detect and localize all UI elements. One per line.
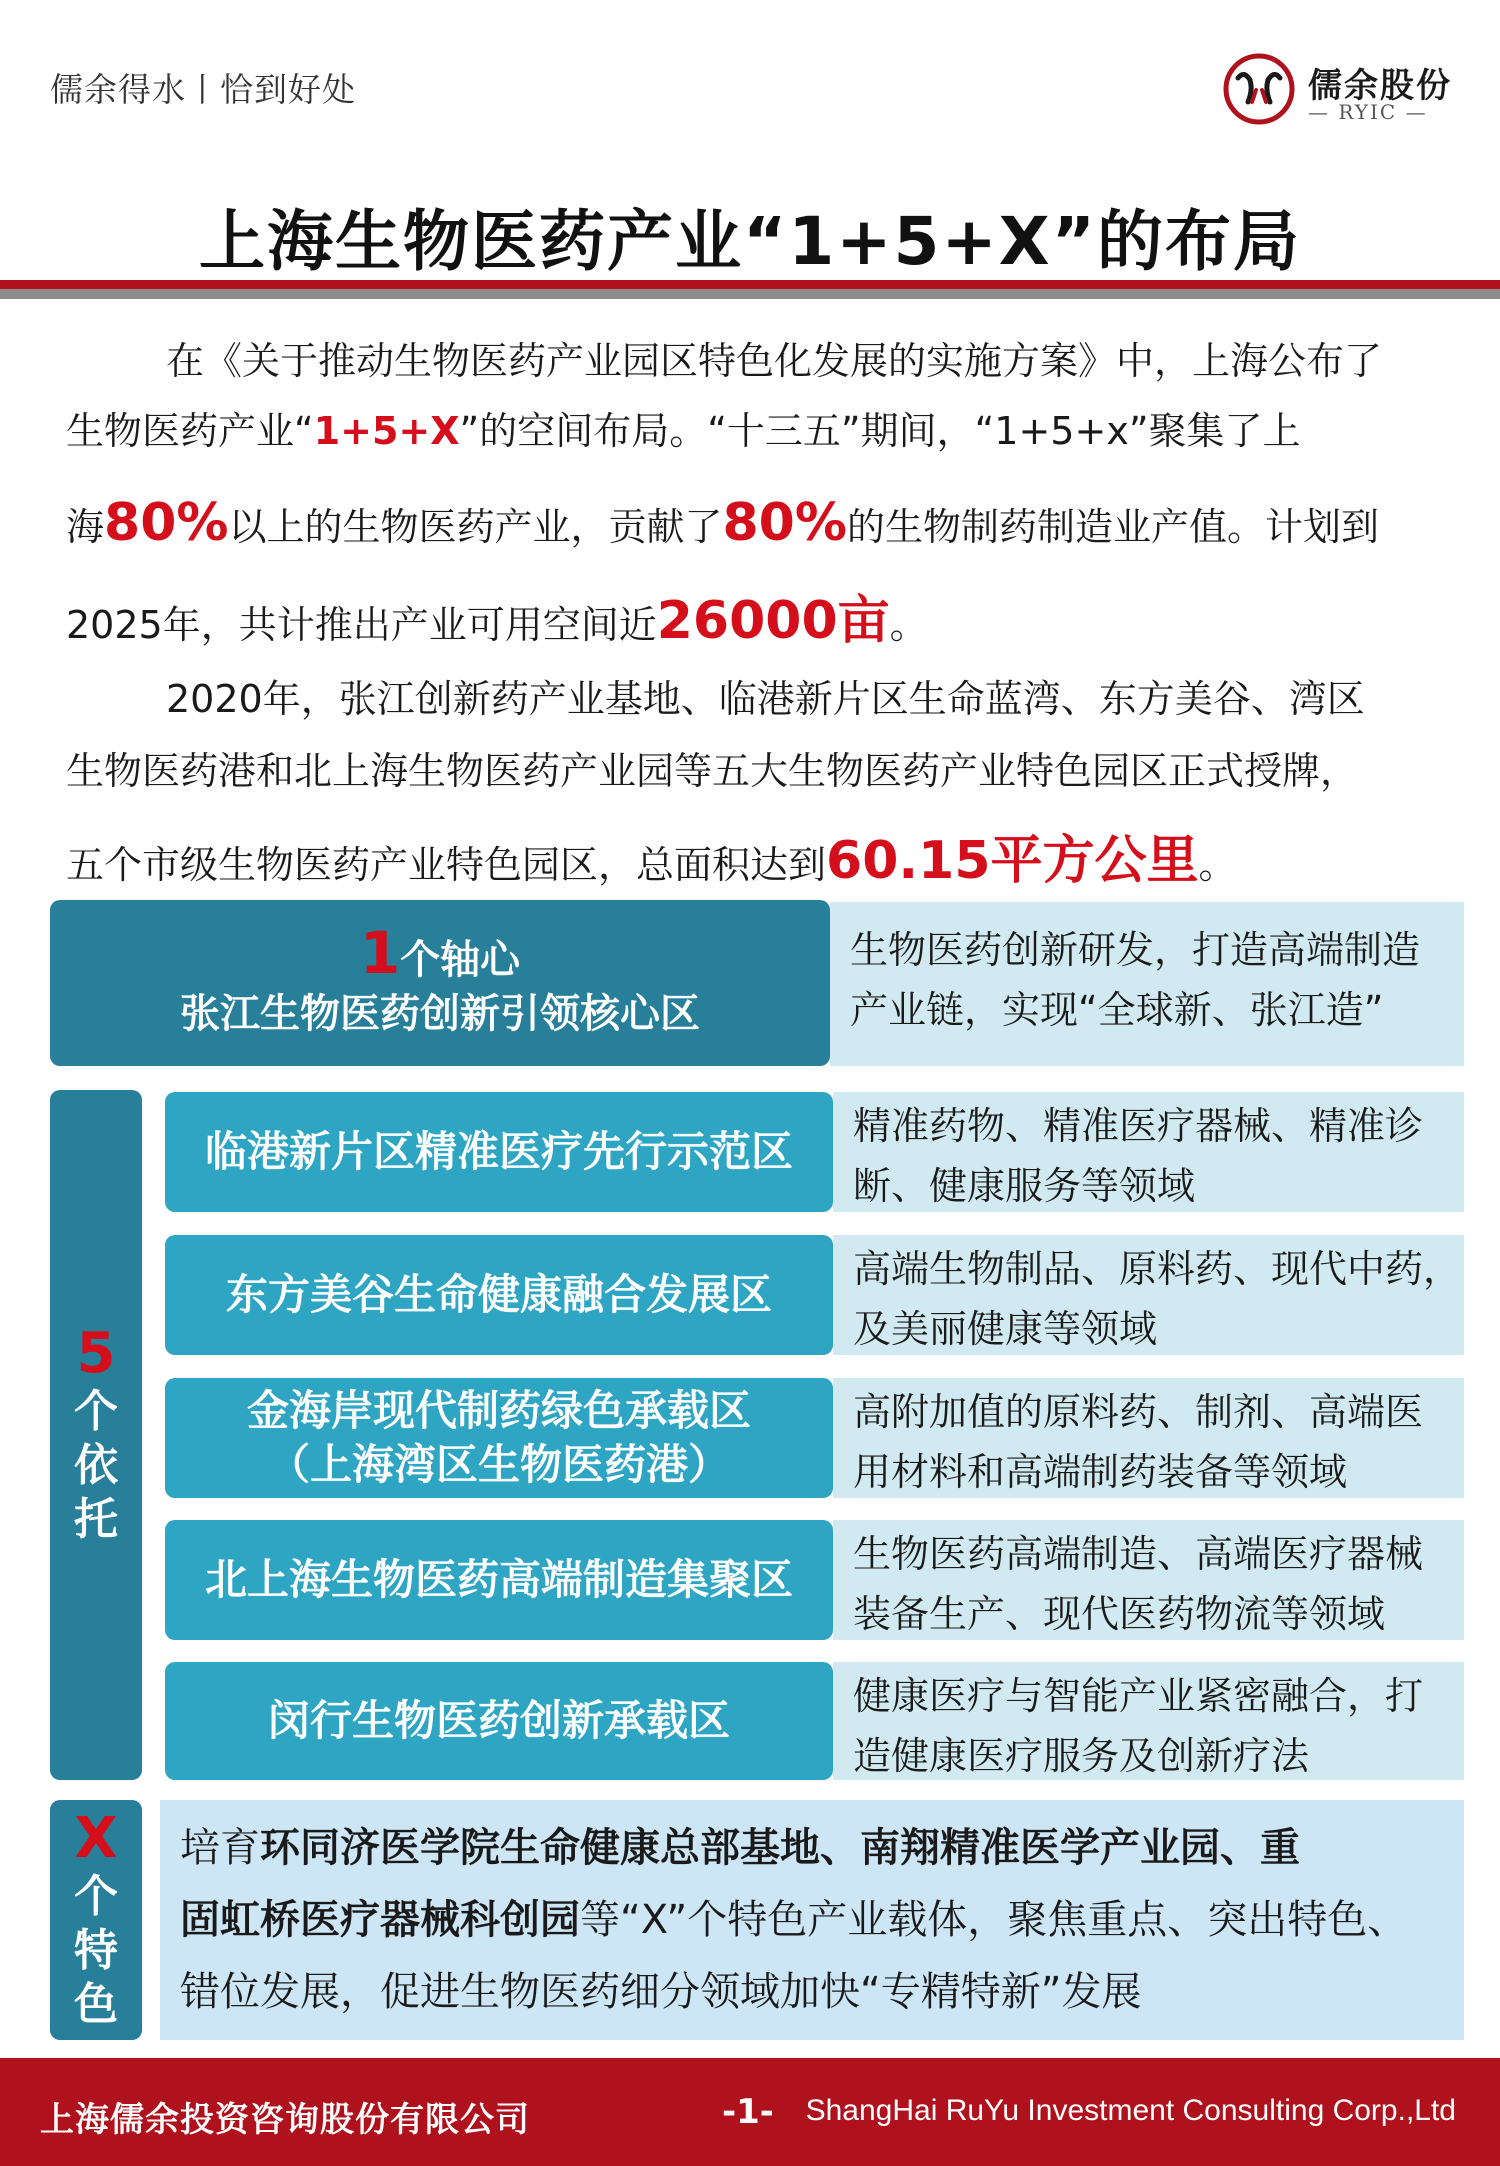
text-span: 五个市级生物医药产业特色园区，总面积达到: [66, 843, 827, 887]
zone-desc-line: 高端生物制品、原料药、现代中药，: [853, 1247, 1462, 1291]
logo-chinese-name: 儒余股份: [1308, 66, 1452, 106]
text-span: 2025年，共计推出产业可用空间近: [66, 603, 657, 647]
header-slogan: 儒余得水丨恰到好处: [50, 70, 356, 109]
text-span: 以上的生物医药产业，贡献了: [228, 505, 723, 549]
zone-desc-line: 生物医药高端制造、高端医疗器械: [853, 1532, 1424, 1576]
text-span: 培育: [180, 1825, 260, 1871]
zone-desc-line: 用材料和高端制药装备等领域: [853, 1450, 1348, 1494]
features-char: 色: [74, 1979, 118, 2030]
zone-name: 临港新片区精准医疗先行示范区: [204, 1127, 793, 1176]
highlight-26000-mu: 26000亩: [656, 591, 890, 651]
zone-name: 北上海生物医药高端制造集聚区: [204, 1555, 793, 1604]
zone-description-box: [833, 1092, 1464, 1212]
zone-desc-line: 装备生产、现代医药物流等领域: [853, 1592, 1386, 1636]
axis-core-box: [50, 900, 830, 1066]
features-label-bar: [50, 1800, 142, 2040]
axis-heading: [359, 918, 521, 987]
ryic-logo-icon: [1222, 52, 1296, 126]
paragraph-2-line-3: [66, 831, 1446, 891]
zone-desc-line: 及美丽健康等领域: [853, 1307, 1158, 1351]
zone-desc-line: 断、健康服务等领域: [853, 1164, 1196, 1208]
text-span: 。: [889, 603, 928, 647]
footer-english-name: ShangHai RuYu Investment Consulting Corp.,Ltd: [805, 2094, 1456, 2127]
zone-name: 东方美谷生命健康融合发展区: [225, 1270, 772, 1319]
highlight-80-percent-output: 80%: [722, 493, 847, 553]
supports-char: 托: [74, 1494, 118, 1545]
paragraph-1-line-2: [66, 410, 1446, 452]
features-bold-names: 环同济医学院生命健康总部基地、南翔精准医学产业园、重: [260, 1825, 1300, 1871]
page-footer: [0, 2058, 1500, 2166]
text-span: 海: [66, 505, 105, 549]
features-line-2: [160, 1884, 1464, 1956]
axis-desc-line: 生物医药创新研发，打造高端制造: [850, 928, 1421, 972]
zone-description-box: [833, 1378, 1464, 1498]
zone-name-subtitle: （上海湾区生物医药港）: [267, 1440, 730, 1489]
highlight-60-15-sqkm: 60.15平方公里: [826, 831, 1199, 891]
paragraph-2-line-2: 生物医药港和北上海生物医药产业园等五大生物医药产业特色园区正式授牌，: [66, 749, 1359, 793]
axis-zone-name: 张江生物医药创新引领核心区: [180, 990, 700, 1037]
text-span: 生物医药产业“: [66, 409, 314, 453]
title-rule-grey: [0, 289, 1500, 299]
supports-char: 依: [74, 1440, 118, 1491]
zone-name: 金海岸现代制药绿色承载区: [246, 1386, 751, 1435]
footer-company-name: 上海儒余投资咨询股份有限公司: [40, 2100, 530, 2140]
text-span: 的生物制药制造业产值。计划到: [846, 505, 1379, 549]
text-span: 。: [1198, 843, 1237, 887]
page-title: 上海生物医药产业“1+5+X”的布局: [198, 203, 1302, 280]
features-description-box: [160, 1800, 1464, 2040]
highlight-80-percent-industry: 80%: [104, 493, 229, 553]
paragraph-1-line-3: [66, 493, 1446, 553]
zone-description-box: [833, 1235, 1464, 1355]
zone-desc-line: 高附加值的原料药、制剂、高端医: [853, 1390, 1424, 1434]
features-line-1: [160, 1800, 1464, 1884]
zone-desc-line: 健康医疗与智能产业紧密融合，打: [853, 1674, 1424, 1718]
page-number: -1-: [722, 2092, 774, 2132]
highlight-1-5-x: 1+5+X: [313, 409, 460, 453]
paragraph-2-line-1: 2020年，张江创新药产业基地、临港新片区生命蓝湾、东方美谷、湾区: [166, 677, 1365, 721]
features-line-3: 错位发展，促进生物医药细分领域加快“专精特新”发展: [180, 1969, 1142, 2015]
zone-desc-line: 造健康医疗服务及创新疗法: [853, 1734, 1310, 1778]
zone-name-box: [165, 1378, 833, 1498]
paragraph-1-line-4: [66, 591, 1446, 651]
paragraph-1-line-1: 在《关于推动生物医药产业园区特色化发展的实施方案》中，上海公布了: [166, 339, 1383, 383]
features-letter: X: [74, 1806, 118, 1871]
supports-char: 个: [74, 1386, 118, 1437]
logo-english-name: — RYIC —: [1308, 100, 1428, 124]
axis-label: 个轴心: [400, 936, 521, 983]
axis-desc-line: 产业链，实现“全球新、张江造”: [850, 988, 1384, 1032]
zone-desc-line: 精准药物、精准医疗器械、精准诊: [853, 1104, 1424, 1148]
zone-name-box: [165, 1235, 833, 1355]
zone-name-box: [165, 1520, 833, 1640]
supports-number: 5: [76, 1321, 116, 1386]
features-char: 特: [74, 1925, 118, 1976]
zone-name-box: [165, 1662, 833, 1780]
title-rule-red: [0, 280, 1500, 289]
zone-name-box: [165, 1092, 833, 1212]
axis-description-box: [830, 902, 1464, 1066]
features-char: 个: [74, 1871, 118, 1922]
zone-description-box: [833, 1520, 1464, 1640]
text-span: 等“X”个特色产业载体，聚焦重点、突出特色、: [580, 1897, 1408, 1943]
company-logo: [1222, 52, 1500, 132]
axis-number: 1: [359, 918, 401, 987]
features-bold-names: 固虹桥医疗器械科创园: [180, 1897, 580, 1943]
zone-description-box: [833, 1662, 1464, 1780]
text-span: ”的空间布局。“十三五”期间，“1+5+x”聚集了上: [459, 409, 1301, 453]
supports-label-bar: [50, 1090, 142, 1780]
zone-name: 闵行生物医药创新承载区: [267, 1696, 730, 1745]
